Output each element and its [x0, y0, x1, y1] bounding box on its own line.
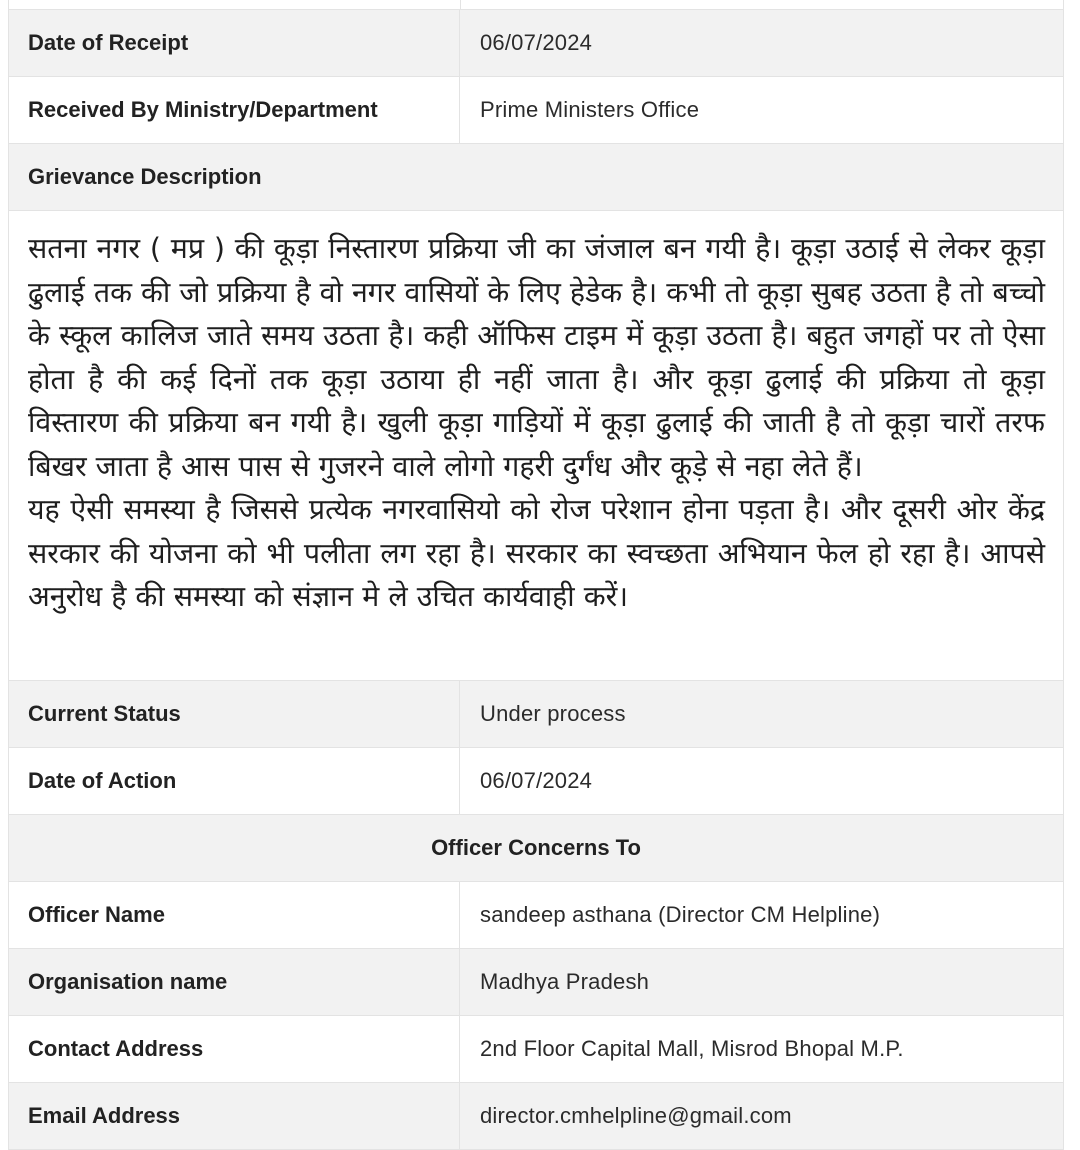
- row-label: Current Status: [9, 681, 460, 747]
- row-contact-address: [9, 1016, 1063, 1083]
- row-label: Contact Address: [9, 1016, 460, 1082]
- status-value: Under process: [480, 701, 626, 726]
- grievance-description-text: सतना नगर ( मप्र ) की कूड़ा निस्तारण प्रक्रिया जी का जंजाल बन गयी है। कूड़ा उठाई से लेकर कूड़ा ढुलाई तक की जो प्रक्रिया है वो नगर वासियों के लिए हेडेक है। कभी तो कूड़ा सुबह उठता है तो बच्चो के स्कूल कालिज जाते समय उठता है। कही ऑफिस टाइम में कूड़ा उठता है। बहुत जगहों पर तो ऐसा होता है की कई दिनों तक कूड़ा उठाया ही नहीं जाता है। और कूड़ा ढुलाई की प्रक्रिया तो कूड़ा विस्तारण की प्रक्रिया बन गयी है। खुली कूड़ा गाड़ियों में कूड़ा ढुलाई की जाती है तो कूड़ा चारों तरफ बिखर जाता है आस पास से गुजरने वाले लोगो गहरी दुर्गंध और कूड़े से नहा लेते हैं। यह ऐसी समस्या है जिससे प्रत्येक नगरवासियो को रोज परेशान होना पड़ता है। और दूसरी ओर केंद्र सरकार की योजना को भी पलीता लग रहा है। सरकार का स्वच्छता अभियान फेल हो रहा है। आपसे अनुरोध है की समस्या को संज्ञान मे ले उचित कार्यवाही करें।: [9, 211, 1063, 681]
- row-officer-name: [9, 882, 1063, 949]
- table-top-strip: [9, 0, 1063, 10]
- row-grievance-description-header: [9, 144, 1063, 211]
- row-label: Date of Action: [9, 748, 460, 814]
- grievance-details-table: [8, 0, 1064, 1150]
- row-value: 06/07/2024: [480, 30, 593, 55]
- row-label: Organisation name: [9, 949, 460, 1015]
- section-label: Officer Concerns To: [431, 835, 641, 860]
- row-label: Date of Receipt: [9, 10, 460, 76]
- row-label: Received By Ministry/Department: [9, 77, 460, 143]
- row-officer-section-header: [9, 815, 1063, 882]
- row-email-address: [9, 1083, 1063, 1150]
- row-value: sandeep asthana (Director CM Helpline): [480, 902, 881, 927]
- row-value: Prime Ministers Office: [480, 97, 700, 122]
- row-date-of-receipt: [9, 10, 1063, 77]
- email-value[interactable]: director.cmhelpline@gmail.com: [480, 1103, 792, 1128]
- row-value: 06/07/2024: [480, 768, 593, 793]
- row-organisation-name: [9, 949, 1063, 1016]
- row-current-status: [9, 681, 1063, 748]
- row-value: Madhya Pradesh: [480, 969, 650, 994]
- row-label: Officer Name: [9, 882, 460, 948]
- row-value: 2nd Floor Capital Mall, Misrod Bhopal M.P.: [480, 1036, 904, 1061]
- row-received-by: [9, 77, 1063, 144]
- row-date-of-action: [9, 748, 1063, 815]
- section-label: Grievance Description: [28, 164, 262, 189]
- row-label: Email Address: [9, 1083, 460, 1149]
